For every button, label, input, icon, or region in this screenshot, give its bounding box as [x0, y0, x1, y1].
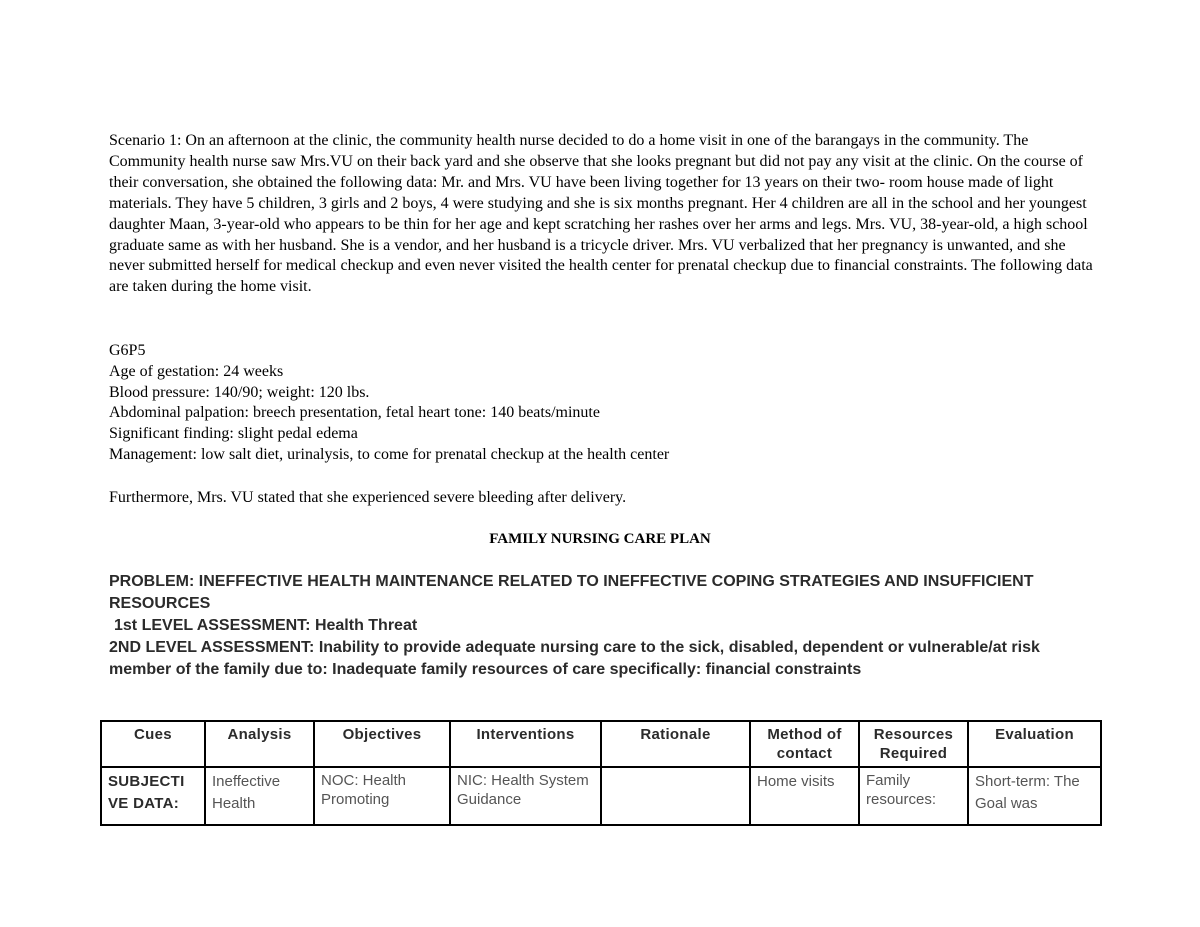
care-plan-title: FAMILY NURSING CARE PLAN [489, 531, 711, 547]
table-header-row [101, 721, 1101, 767]
cell-interventions: NIC: Health System Guidance [450, 767, 601, 825]
header-objectives: Objectives [314, 721, 450, 767]
cell-analysis: Ineffective Health [205, 767, 314, 825]
blood-pressure-weight: Blood pressure: 140/90; weight: 120 lbs. [109, 383, 370, 401]
cell-method-of-contact: Home visits [750, 767, 859, 825]
first-level-assessment: 1st LEVEL ASSESSMENT: Health Threat [114, 617, 418, 634]
header-analysis: Analysis [205, 721, 314, 767]
scenario-paragraph: Scenario 1: On an afternoon at the clinic, the community health nurse decided to do a home visit in one of the barangays in the community. The Community health nurse saw Mrs.VU on their back yard and she observe that she looks pregnant but did not pay any visit at the clinic. On the course of their conversation, she obtained the following data: Mr. and Mrs. VU have been living together for 13 years on their two- room house made of light materials. They have 5 children, 3 girls and 2 boys, 4 were studying and she is six months pregnant. Her 4 children are all in the school and her youngest daughter Maan, 3-year-old who appears to be thin for her age and kept scratching her rashes over her arms and legs. Mrs. VU, 38-year-old, a high school graduate same as with her husband. She is a vendor, and her husband is a tricycle driver. Mrs. VU verbalized that her pregnancy is unwanted, and she never submitted herself for medical checkup and even never visited the health center for prenatal checkup due to financial constraints. The following data are taken during the home visit. [109, 132, 1093, 296]
cell-resources-required: Family resources: [859, 767, 968, 825]
abdominal-palpation: Abdominal palpation: breech presentation, fetal heart tone: 140 beats/minute [109, 404, 600, 422]
cell-cues: SUBJECTI VE DATA: [101, 767, 205, 825]
second-level-assessment: 2ND LEVEL ASSESSMENT: Inability to provide adequate nursing care to the sick, disabled, dependent or vulnerable/at risk member of the family due to: Inadequate family resources of care specifically: financial constraints [109, 639, 1040, 678]
header-evaluation: Evaluation [968, 721, 1101, 767]
header-method-of-contact: Method of contact [750, 721, 859, 767]
header-interventions: Interventions [450, 721, 601, 767]
assessment-data-list [109, 341, 1099, 466]
table-row [101, 767, 1101, 825]
management: Management: low salt diet, urinalysis, to come for prenatal checkup at the health center [109, 445, 670, 463]
age-of-gestation: Age of gestation: 24 weeks [109, 362, 284, 380]
obstetric-score: G6P5 [109, 342, 146, 359]
cell-rationale [601, 767, 750, 825]
cell-objectives: NOC: Health Promoting [314, 767, 450, 825]
furthermore-statement: Furthermore, Mrs. VU stated that she experienced severe bleeding after delivery. [109, 489, 627, 506]
care-plan-table [100, 720, 1102, 826]
cell-evaluation: Short-term: The Goal was [968, 767, 1101, 825]
problem-statement: PROBLEM: INEFFECTIVE HEALTH MAINTENANCE RELATED TO INEFFECTIVE COPING STRATEGIES AND INSUFFICIENT RESOURCES [109, 573, 1034, 612]
problem-block [109, 571, 1089, 681]
header-resources-required: Resources Required [859, 721, 968, 767]
header-cues: Cues [101, 721, 205, 767]
significant-finding: Significant finding: slight pedal edema [109, 425, 358, 443]
header-rationale: Rationale [601, 721, 750, 767]
